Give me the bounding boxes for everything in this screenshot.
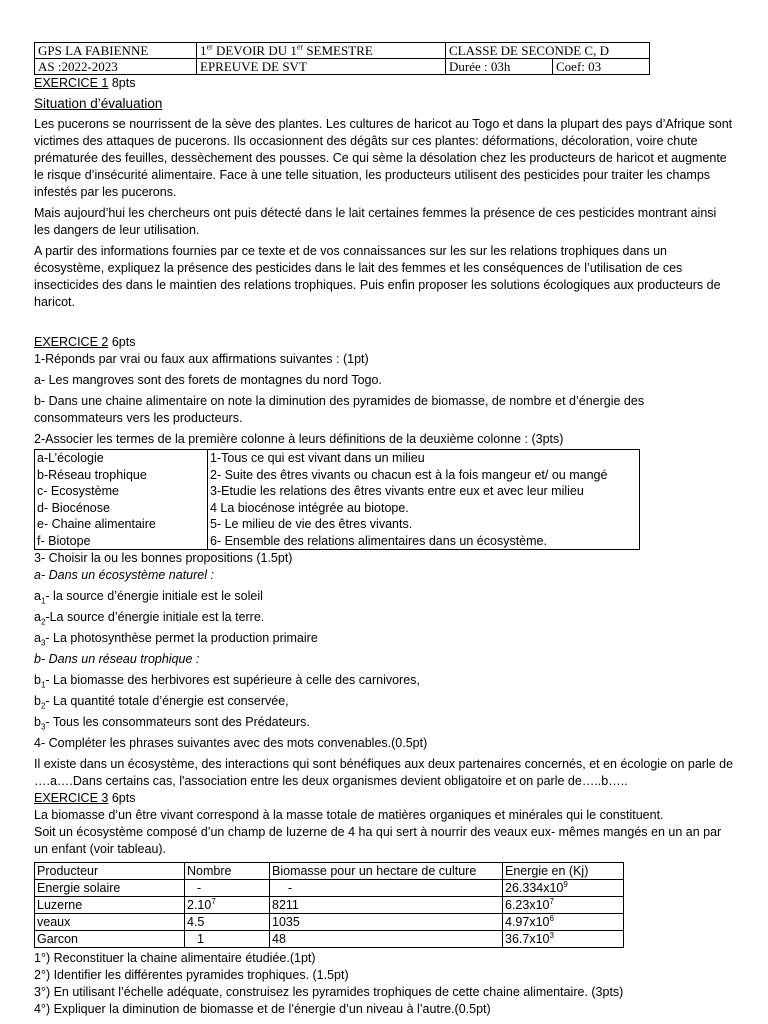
definition: 1-Tous ce qui est vivant dans un milieu — [210, 451, 425, 465]
col-header: Producteur — [35, 863, 185, 880]
row-biomasse: - — [270, 880, 503, 897]
option-a2: $a_2-La$ source d’énergie initiale est la terre. — [34, 610, 265, 627]
ex3-q3: 3°) En utilisant l’échelle adéquate, construisez les pyramides trophiques de cette chaine alimentaire. (3pts) — [34, 985, 624, 999]
term: b-Réseau trophique — [35, 467, 208, 484]
row-name: Energie solaire — [35, 880, 185, 897]
row-biomasse: 8211 — [270, 897, 503, 914]
situation-title: Situation d’évaluation — [34, 96, 163, 111]
col-header: Nombre — [185, 863, 270, 880]
table-row — [35, 931, 624, 948]
option-a1: $a_1-$ la source d’énergie initiale est le soleil — [34, 589, 263, 606]
table-row — [35, 880, 624, 897]
devoir-title: 1er DEVOIR DU 1er SEMESTRE — [197, 43, 446, 59]
ex2-q3: 3- Choisir la ou les bonnes propositions (1.5pt) — [34, 551, 293, 565]
row-name: veaux — [35, 914, 185, 931]
ex1-paragraph-3: A partir des informations fournies par ce texte et de vos connaissances sur les sur les relations trophiques dans un écosystème, expliquez la présence des pesticides dans le lait des femmes et les conséquences de l’utilisation de ces insecticides des dans le maintien des relations trophiques. Puis enfin proposer les solutions écologiques aux producteurs de haricot. — [34, 244, 721, 309]
option-b3: $b_3-$ Tous les consommateurs sont des Prédateurs. — [34, 715, 310, 732]
ex3-paragraph-2: Soit un écosystème composé d’un champ de luzerne de 4 ha qui sert à nourrir des veaux eux- mêmes mangés en un an par un enfant (voir tableau). — [34, 825, 722, 856]
definition: 5- Le milieu de vie des êtres vivants. — [210, 517, 413, 531]
ex2-q1a: a- Les mangroves sont des forets de montagnes du nord Togo. — [34, 373, 382, 387]
term: e- Chaine alimentaire — [35, 516, 208, 533]
row-nombre: 1 — [185, 931, 270, 948]
definitions-table — [34, 449, 640, 550]
ex3-q1: 1°) Reconstituer la chaine alimentaire étudiée.(1pt) — [34, 951, 316, 965]
ex2-heading: EXERCICE 2 6pts — [34, 335, 136, 349]
term: d- Biocénose — [35, 500, 208, 517]
row-name: Garcon — [35, 931, 185, 948]
table-row — [35, 897, 624, 914]
subject: EPREUVE DE SVT — [197, 59, 446, 75]
definition: 6- Ensemble des relations alimentaires dans un écosystème. — [210, 533, 547, 548]
row-nombre: 4.5 — [185, 914, 270, 931]
school-name: GPS LA FABIENNE — [35, 43, 197, 59]
row-biomasse: 48 — [270, 931, 503, 948]
option-a3: $a_3-$ La photosynthèse permet la production primaire — [34, 631, 318, 648]
row-energie: $6.23x10^7$ — [503, 897, 624, 914]
definition: 4 La biocénose intégrée au biotope. — [210, 500, 409, 515]
school-year: AS :2022-2023 — [35, 59, 197, 75]
row-nombre: 2.10$^7$ — [185, 897, 270, 914]
ecosystem-table — [34, 862, 624, 948]
col-header: Energie en (Kj) — [503, 863, 624, 880]
row-biomasse: 1035 — [270, 914, 503, 931]
coefficient: Coef: 03 — [553, 59, 650, 75]
option-b2: $b_2-$ La quantité totale d’énergie est conservée, — [34, 694, 289, 711]
class-name: CLASSE DE SECONDE C, D — [446, 43, 650, 59]
ex3-q4: 4°) Expliquer la diminution de biomasse et de l’énergie d’un niveau à l’autre.(0.5pt) — [34, 1002, 491, 1016]
ex2-q1b: b- Dans une chaine alimentaire on note la diminution des pyramides de biomasse, de nombre et d’énergie des consommateurs vers les producteurs. — [34, 394, 645, 425]
option-b1: $b_1-$ La biomasse des herbivores est supérieure à celle des carnivores, — [34, 673, 420, 690]
header-table — [34, 42, 650, 75]
ex2-q3a: a- Dans un écosystème naturel : — [34, 568, 214, 582]
row-name: Luzerne — [35, 897, 185, 914]
exam-page — [34, 42, 734, 1018]
ex2-q3b: b- Dans un réseau trophique : — [34, 652, 200, 666]
ex1-heading: EXERCICE 1 8pts — [34, 76, 136, 90]
term: f- Biotope — [35, 533, 208, 550]
definition: 2- Suite des êtres vivants ou chacun est à la fois mangeur et/ ou mangé — [210, 467, 608, 482]
ex2-q4-text: Il existe dans un écosystème, des interactions qui sont bénéfiques aux deux partenaires concernés, et en écologie on parle de ….a….Dans certains cas, l'association entre les deux organismes devient obligatoire et on parle de…..b….. — [34, 757, 734, 788]
definition: 3-Etudie les relations des êtres vivants entre eux et avec leur milieu — [210, 484, 584, 498]
col-header: Biomasse pour un hectare de culture — [270, 863, 503, 880]
row-energie: $26.334x10^9$ — [503, 880, 624, 897]
row-nombre: - — [185, 880, 270, 897]
ex2-q1: 1-Réponds par vrai ou faux aux affirmations suivantes : (1pt) — [34, 352, 369, 366]
ex2-q2: 2-Associer les termes de la première colonne à leurs définitions de la deuxième colonne : (3pts) — [34, 432, 564, 446]
ex2-q4: 4- Compléter les phrases suivantes avec des mots convenables.(0.5pt) — [34, 736, 428, 750]
row-energie: $36.7x10^3$ — [503, 931, 624, 948]
ex1-paragraph-2: Mais aujourd’hui les chercheurs ont puis détecté dans le lait certaines femmes la présence de ces pesticides montrant ainsi les dangers de leur utilisation. — [34, 206, 717, 237]
ex3-q2: 2°) Identifier les différentes pyramides trophiques. (1.5pt) — [34, 968, 349, 982]
duration: Durée : 03h — [446, 59, 553, 75]
row-energie: $4.97x10^6$ — [503, 914, 624, 931]
ex3-paragraph-1: La biomasse d’un être vivant correspond à la masse totale de matières organiques et minérales qui le constituent. — [34, 808, 664, 822]
term: a-L’écologie — [35, 450, 208, 467]
ex3-heading: EXERCICE 3 6pts — [34, 791, 136, 805]
table-row — [35, 914, 624, 931]
term: c- Ecosystème — [35, 483, 208, 500]
ex1-paragraph-1: Les pucerons se nourrissent de la sève des plantes. Les cultures de haricot au Togo et dans la plupart des pays d’Afrique sont victimes des attaques de pucerons. Ils occasionnent des dégâts sur ces plantes: déformations, décoloration, voire chute prématurée des feuilles, dessèchement des pousses. Ce qui sème la désolation chez les producteurs de haricot et augmente le risque d’insécurité alimentaire. Face à une telle situation, les producteurs utilisent des pesticides pour traiter les champs infestés par les pucerons. — [34, 117, 733, 199]
